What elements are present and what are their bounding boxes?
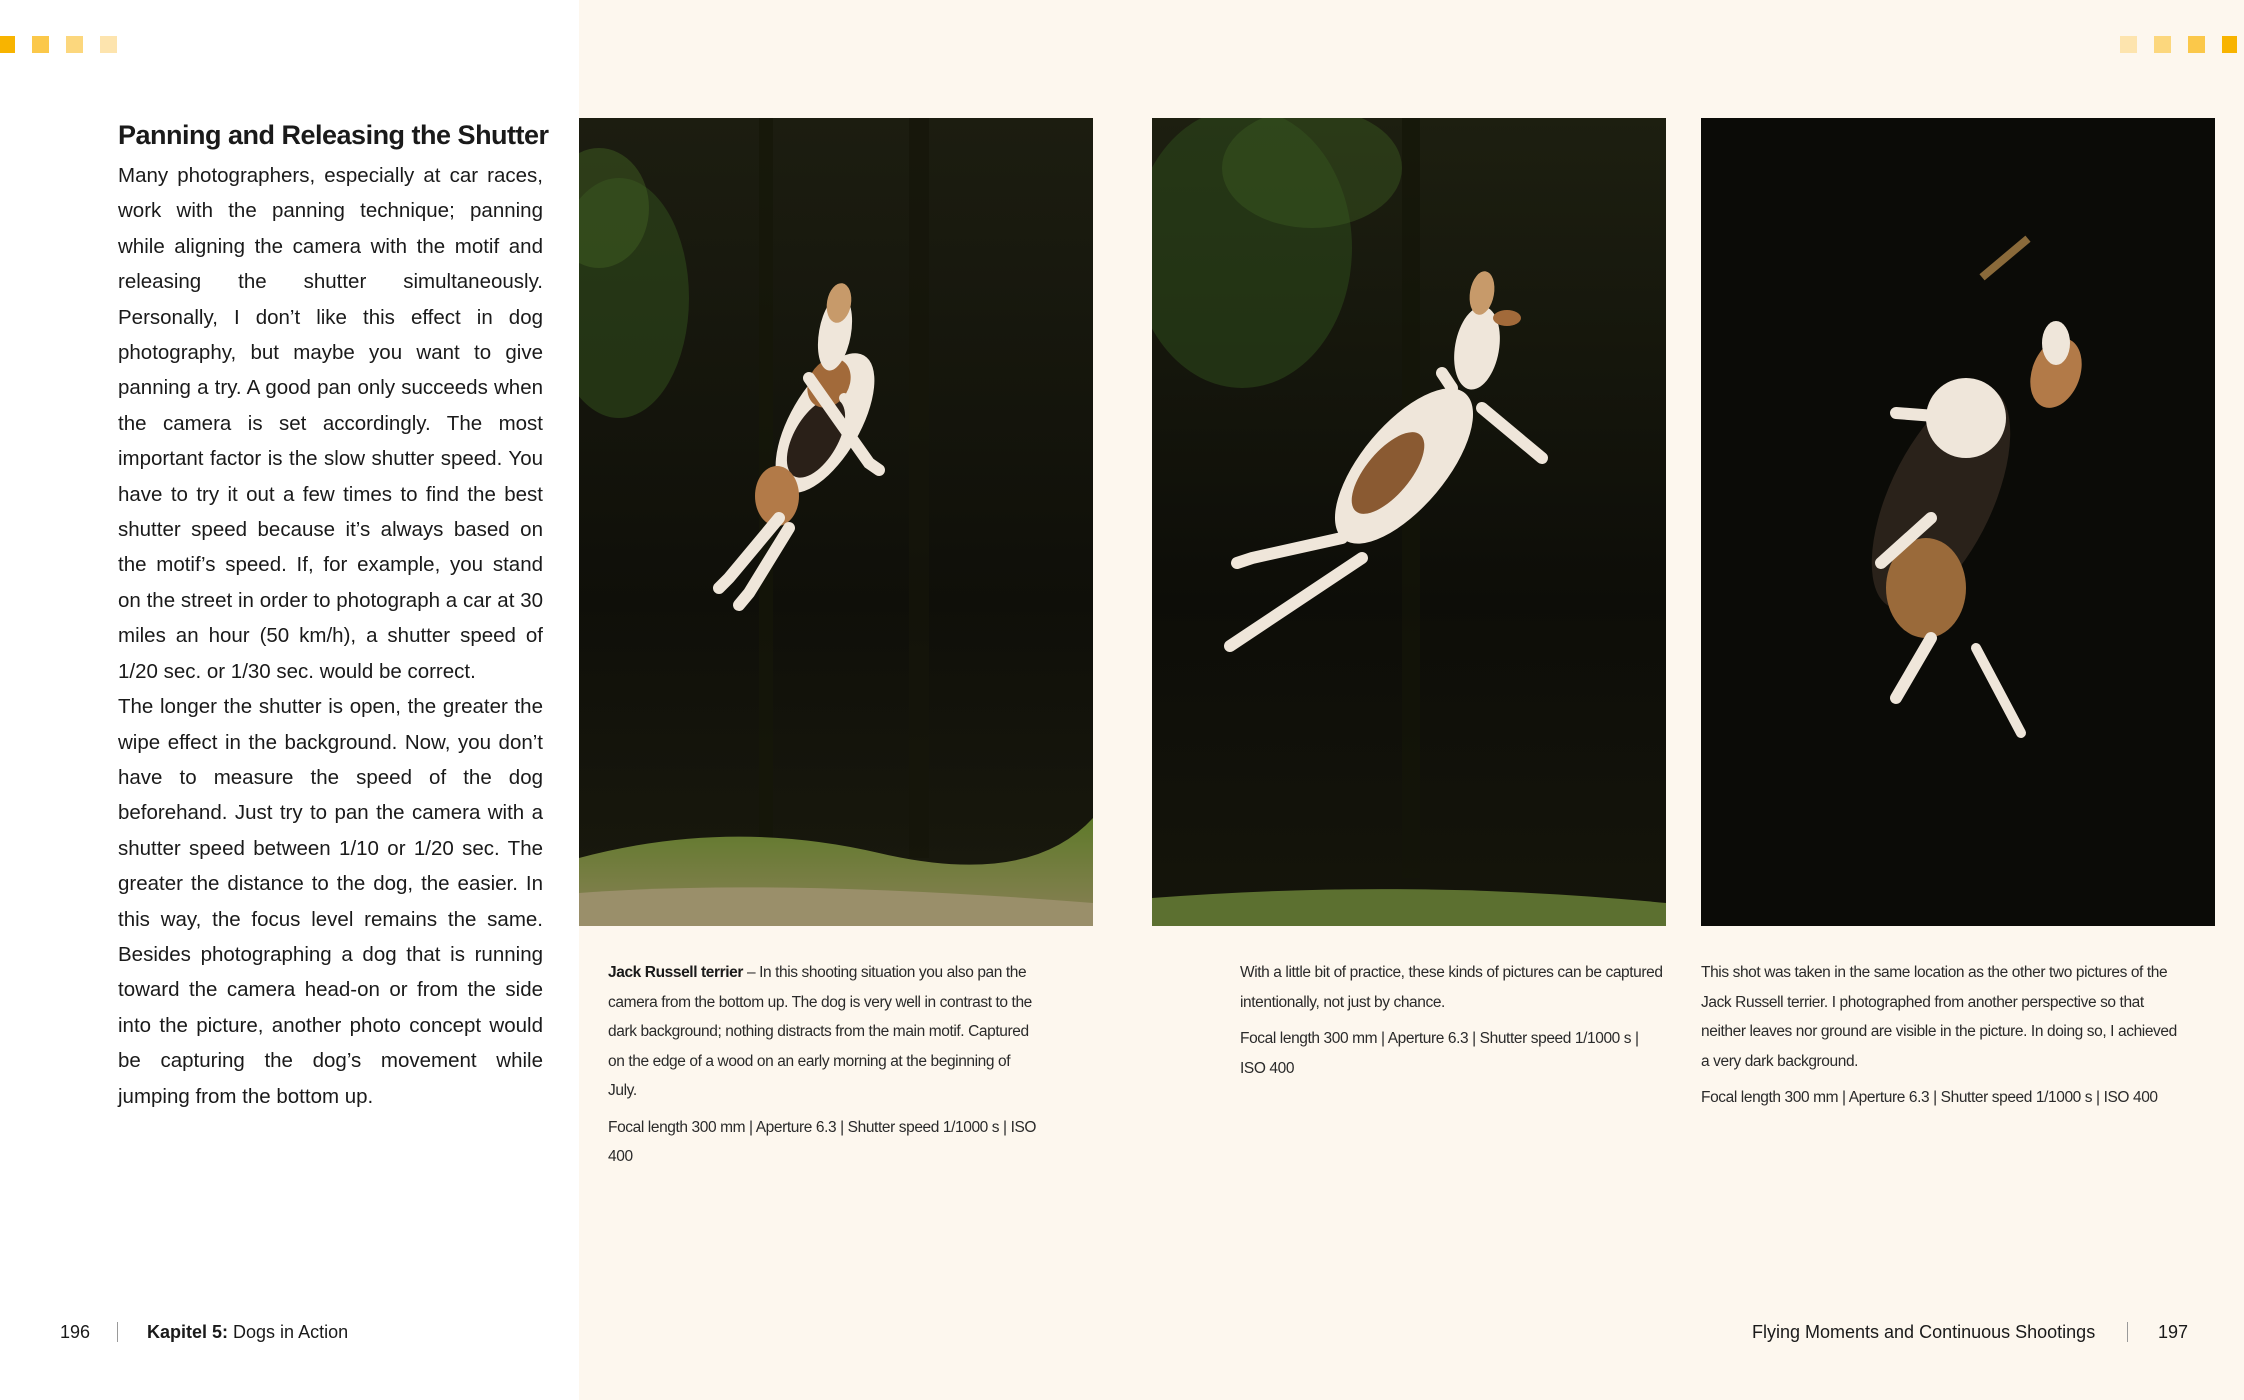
caption-photo-2 [1240,958,1668,1083]
caption-photo-1 [608,958,1038,1172]
accent-square [2120,36,2137,53]
caption-text [1240,958,1668,1017]
body-text [118,158,543,1114]
section-heading: Panning and Releasing the Shutter [118,120,549,150]
caption-body: This shot was taken in the same location as the other two pictures of the Jack Russell terrier. I photographed from another perspective so that neither leaves nor ground are visible in the picture. In doing so, I achieved a very dark background. [1701,964,2177,1070]
caption-meta: Focal length 300 mm | Aperture 6.3 | Shutter speed 1/1000 s | ISO 400 [1240,1030,1639,1077]
caption-body: With a little bit of practice, these kinds of pictures can be captured intentionally, not just by chance. [1240,964,1663,1011]
photo-dog-jump-2 [1152,118,1666,926]
page-number-left: 196 [60,1322,91,1342]
caption-photo-3 [1701,958,2181,1113]
accent-square [100,36,117,53]
caption-lead: Jack Russell terrier [608,964,744,981]
accent-square [32,36,49,53]
accent-square [66,36,83,53]
caption-text [608,958,1038,1106]
caption-body: – In this shooting situation you also pan the camera from the bottom up. The dog is very well in contrast to the dark background; nothing distracts from the main motif. Captured on the edge of a wood on an early morning at the beginning of July. [608,964,1032,1099]
accent-squares-left [0,36,117,53]
accent-square [0,36,15,53]
caption-meta: Focal length 300 mm | Aperture 6.3 | Shutter speed 1/1000 s | ISO 400 [608,1118,1037,1165]
chapter-footer [147,1322,348,1343]
accent-square [2154,36,2171,53]
chapter-label: Kapitel 5: [147,1322,229,1342]
caption-meta: Focal length 300 mm | Aperture 6.3 | Shutter speed 1/1000 s | ISO 400 [1701,1089,2158,1106]
accent-squares-right [2120,36,2237,53]
footer-divider [117,1322,118,1342]
footer-divider [2127,1322,2128,1342]
body-paragraph: Many photographers, especially at car races, work with the panning technique; panning while aligning the camera with the motif and releasing the shutter simultaneously. Personally, I don’t like this effect in dog photography, but maybe you want to give panning a try. A good pan only succeeds when the camera is set accordingly. The most important factor is the slow shutter speed. You have to try it out a few times to find the best shutter speed because it’s always based on the motif’s speed. If, for example, you stand on the street in order to photograph a car at 30 miles an hour (50 km/h), a shutter speed of 1/20 sec. or 1/30 sec. would be correct. [118,164,543,683]
caption-text [1701,958,2181,1076]
photo-dog-jump-1 [579,118,1093,926]
section-footer: Flying Moments and Continuous Shootings [1752,1322,2096,1342]
chapter-title: Dogs in Action [228,1322,349,1342]
accent-square [2188,36,2205,53]
photo-dog-jump-3 [1701,118,2215,926]
page-number-right: 197 [2158,1322,2189,1342]
accent-square [2222,36,2237,53]
body-paragraph: The longer the shutter is open, the greater the wipe effect in the background. Now, you don’t have to measure the speed of the dog beforehand. Just try to pan the camera with a shutter speed between 1/10 or 1/20 sec. The greater the distance to the dog, the easier. In this way, the focus level remains the same. Besides photographing a dog that is running toward the camera head-on or from the side into the picture, another photo concept would be capturing the dog’s movement while jumping from the bottom up. [118,695,543,1108]
